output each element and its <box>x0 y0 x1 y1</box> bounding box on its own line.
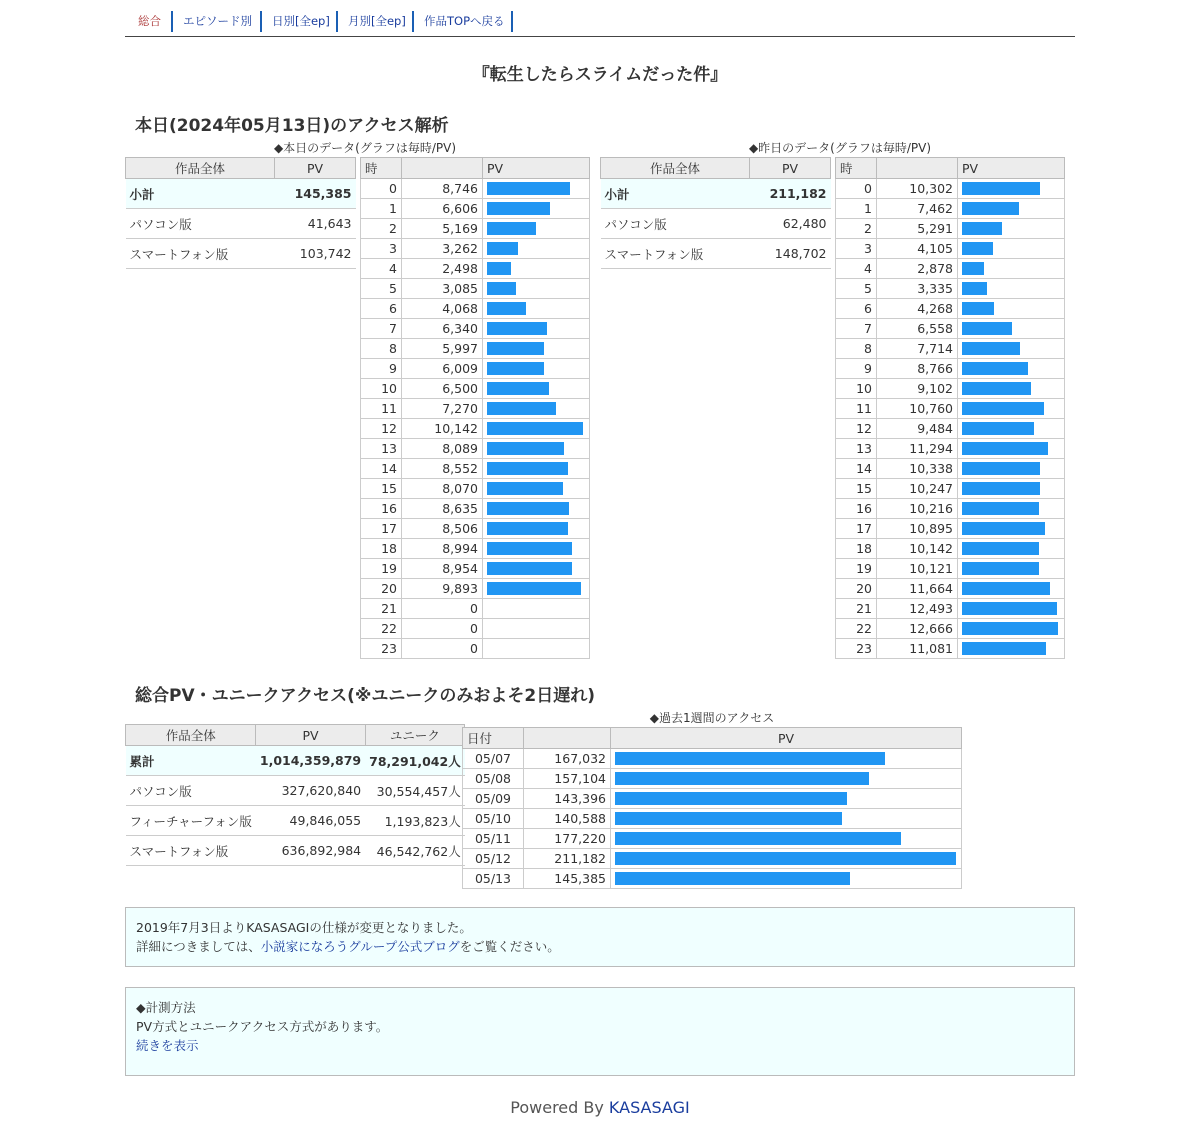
notice-line1: 2019年7月3日よりKASASAGIの仕様が変更となりました。 <box>136 920 472 935</box>
hour-row <box>836 439 1065 459</box>
col-pv: PV <box>611 728 962 749</box>
total-label: フィーチャーフォン版 <box>126 806 256 836</box>
hour-row <box>836 219 1065 239</box>
hour-row <box>836 259 1065 279</box>
hour-pv-bar <box>962 342 1020 355</box>
hour-pv-bar <box>487 502 569 515</box>
col-pv: PV <box>958 158 1065 179</box>
hour-pv: 11,081 <box>877 639 958 659</box>
hour-label: 23 <box>836 639 877 659</box>
hour-row <box>361 379 590 399</box>
hour-label: 13 <box>836 439 877 459</box>
hour-pv: 9,893 <box>402 579 483 599</box>
hour-row <box>361 599 590 619</box>
hour-label: 21 <box>361 599 402 619</box>
nav-episode[interactable]: エピソード別 <box>183 14 252 28</box>
today-summary-table <box>125 157 356 269</box>
col-work: 作品全体 <box>601 158 750 179</box>
col-work: 作品全体 <box>126 725 256 746</box>
hour-row <box>836 319 1065 339</box>
hour-label: 14 <box>361 459 402 479</box>
hour-label: 21 <box>836 599 877 619</box>
hour-pv: 4,068 <box>402 299 483 319</box>
hour-row <box>836 199 1065 219</box>
hour-pv-bar <box>487 202 550 215</box>
total-pv: 327,620,840 <box>256 776 365 806</box>
hour-row <box>836 619 1065 639</box>
hour-row <box>361 639 590 659</box>
hour-pv-bar <box>487 222 536 235</box>
summary-pv: 211,182 <box>750 179 831 209</box>
nav-separator <box>171 11 173 32</box>
hour-pv: 0 <box>402 599 483 619</box>
hour-label: 12 <box>361 419 402 439</box>
total-pv: 1,014,359,879 <box>256 746 365 776</box>
hour-label: 23 <box>361 639 402 659</box>
notice-text: をご覧ください。 <box>459 939 560 954</box>
hour-pv: 3,335 <box>877 279 958 299</box>
hour-row <box>836 639 1065 659</box>
week-pv-bar <box>615 812 842 825</box>
hour-pv-bar <box>487 422 583 435</box>
nav-monthly[interactable]: 月別[全ep] <box>348 14 406 28</box>
week-pv-bar <box>615 792 847 805</box>
hour-label: 18 <box>361 539 402 559</box>
col-pv: PV <box>750 158 831 179</box>
hour-row <box>836 399 1065 419</box>
hour-pv-bar <box>962 462 1040 475</box>
hour-label: 10 <box>361 379 402 399</box>
hour-pv-bar <box>487 482 563 495</box>
total-heading: 総合PV・ユニークアクセス(※ユニークのみおよそ2日遅れ) <box>135 686 595 706</box>
hour-pv: 3,085 <box>402 279 483 299</box>
hour-pv: 2,498 <box>402 259 483 279</box>
week-date: 05/10 <box>463 809 524 829</box>
notice-text: 詳細につきましては、 <box>136 939 261 954</box>
hour-label: 1 <box>361 199 402 219</box>
hour-label: 3 <box>361 239 402 259</box>
hour-label: 19 <box>361 559 402 579</box>
week-pv: 211,182 <box>524 849 611 869</box>
hour-label: 6 <box>361 299 402 319</box>
week-row <box>463 829 962 849</box>
week-row <box>463 869 962 889</box>
total-label: スマートフォン版 <box>126 836 256 866</box>
hour-label: 16 <box>836 499 877 519</box>
hour-pv: 10,338 <box>877 459 958 479</box>
hour-label: 16 <box>361 499 402 519</box>
hour-label: 15 <box>836 479 877 499</box>
hour-row <box>836 579 1065 599</box>
today-heading: 本日(2024年05月13日)のアクセス解析 <box>135 116 449 136</box>
hour-row <box>836 379 1065 399</box>
hour-row <box>361 519 590 539</box>
hour-pv-bar <box>962 522 1045 535</box>
summary-label: スマートフォン版 <box>601 239 750 269</box>
yesterday-hourly-table <box>835 157 1065 659</box>
hour-pv: 9,102 <box>877 379 958 399</box>
hour-pv-bar <box>487 182 570 195</box>
hour-pv-bar <box>962 442 1048 455</box>
hour-pv: 8,635 <box>402 499 483 519</box>
hour-label: 0 <box>361 179 402 199</box>
week-pv: 167,032 <box>524 749 611 769</box>
summary-label: 小計 <box>601 179 750 209</box>
hour-pv-bar <box>487 462 568 475</box>
hour-label: 8 <box>361 339 402 359</box>
col-date: 日付 <box>463 728 524 749</box>
nav-separator <box>336 11 338 32</box>
total-unique: 46,542,762人 <box>365 836 465 866</box>
total-unique: 1,193,823人 <box>365 806 465 836</box>
hour-label: 1 <box>836 199 877 219</box>
hour-row <box>361 239 590 259</box>
summary-pv: 62,480 <box>750 209 831 239</box>
hour-label: 11 <box>836 399 877 419</box>
hour-pv: 6,558 <box>877 319 958 339</box>
week-pv: 145,385 <box>524 869 611 889</box>
hour-pv: 8,552 <box>402 459 483 479</box>
hour-pv-bar <box>962 582 1050 595</box>
hour-pv: 10,216 <box>877 499 958 519</box>
hour-pv: 7,462 <box>877 199 958 219</box>
hour-pv: 6,606 <box>402 199 483 219</box>
hour-pv-bar <box>962 602 1057 615</box>
hour-pv: 8,994 <box>402 539 483 559</box>
hour-pv-bar <box>962 322 1012 335</box>
hour-label: 20 <box>361 579 402 599</box>
hour-pv: 10,142 <box>402 419 483 439</box>
hour-pv: 12,666 <box>877 619 958 639</box>
hour-pv-bar <box>962 182 1040 195</box>
hour-pv-bar <box>962 282 987 295</box>
hour-pv: 8,089 <box>402 439 483 459</box>
total-unique: 78,291,042人 <box>365 746 465 776</box>
hour-pv: 10,121 <box>877 559 958 579</box>
notice-line2 <box>136 937 560 956</box>
hour-pv: 8,766 <box>877 359 958 379</box>
hour-row <box>361 199 590 219</box>
summary-pv: 103,742 <box>275 239 356 269</box>
hour-pv-bar <box>487 282 516 295</box>
hour-pv: 10,760 <box>877 399 958 419</box>
hour-row <box>836 239 1065 259</box>
hour-row <box>836 539 1065 559</box>
hour-pv: 4,268 <box>877 299 958 319</box>
col-hour: 時 <box>836 158 877 179</box>
hour-pv: 10,247 <box>877 479 958 499</box>
hour-row <box>836 479 1065 499</box>
week-pv: 177,220 <box>524 829 611 849</box>
nav-daily[interactable]: 日別[全ep] <box>272 14 330 28</box>
hour-pv-bar <box>487 342 544 355</box>
hour-label: 8 <box>836 339 877 359</box>
week-date: 05/12 <box>463 849 524 869</box>
yesterday-caption: ◆昨日のデータ(グラフは毎時/PV) <box>748 141 932 155</box>
hour-pv-bar <box>962 402 1044 415</box>
week-table <box>462 727 962 889</box>
hour-row <box>836 179 1065 199</box>
week-pv: 143,396 <box>524 789 611 809</box>
today-hourly-table <box>360 157 590 659</box>
hour-pv: 8,070 <box>402 479 483 499</box>
summary-pv: 145,385 <box>275 179 356 209</box>
col-hour: 時 <box>361 158 402 179</box>
hour-row <box>836 559 1065 579</box>
week-date: 05/08 <box>463 769 524 789</box>
notice-box <box>125 907 1075 967</box>
hour-label: 9 <box>836 359 877 379</box>
summary-pv: 41,643 <box>275 209 356 239</box>
hour-pv-bar <box>962 242 993 255</box>
hour-pv-bar <box>962 622 1058 635</box>
hour-row <box>361 619 590 639</box>
hour-label: 4 <box>361 259 402 279</box>
hour-label: 5 <box>361 279 402 299</box>
hour-label: 19 <box>836 559 877 579</box>
official-blog-link[interactable]: 小説家になろうグループ公式ブログ <box>260 939 460 954</box>
total-label: 累計 <box>126 746 256 776</box>
hour-label: 17 <box>836 519 877 539</box>
hour-pv-bar <box>962 542 1039 555</box>
hour-pv-bar <box>962 382 1031 395</box>
hour-label: 6 <box>836 299 877 319</box>
hour-label: 11 <box>361 399 402 419</box>
hour-row <box>836 419 1065 439</box>
footer-text: Powered By <box>510 1098 609 1117</box>
hour-label: 10 <box>836 379 877 399</box>
hour-pv: 8,954 <box>402 559 483 579</box>
method-title: ◆計測方法 <box>136 1000 196 1015</box>
hour-pv: 5,169 <box>402 219 483 239</box>
hour-label: 14 <box>836 459 877 479</box>
col-unique: ユニーク <box>365 725 465 746</box>
hour-pv: 3,262 <box>402 239 483 259</box>
col-pv: PV <box>483 158 590 179</box>
hour-pv-bar <box>962 562 1039 575</box>
method-box <box>125 987 1075 1076</box>
hour-pv-bar <box>962 422 1034 435</box>
hour-row <box>361 259 590 279</box>
hour-row <box>836 299 1065 319</box>
hour-pv-bar <box>487 242 518 255</box>
hour-pv: 6,500 <box>402 379 483 399</box>
hour-pv: 2,878 <box>877 259 958 279</box>
col-work: 作品全体 <box>126 158 275 179</box>
hour-label: 3 <box>836 239 877 259</box>
hour-pv: 7,270 <box>402 399 483 419</box>
hour-pv-bar <box>962 302 994 315</box>
hour-row <box>361 419 590 439</box>
today-caption: ◆本日のデータ(グラフは毎時/PV) <box>273 141 457 155</box>
hour-row <box>836 279 1065 299</box>
hour-row <box>361 539 590 559</box>
hour-label: 2 <box>836 219 877 239</box>
summary-pv: 148,702 <box>750 239 831 269</box>
col-pv: PV <box>275 158 356 179</box>
hour-pv-bar <box>487 362 544 375</box>
hour-pv: 7,714 <box>877 339 958 359</box>
hour-pv: 10,302 <box>877 179 958 199</box>
hour-label: 22 <box>361 619 402 639</box>
week-row <box>463 769 962 789</box>
top-nav <box>125 11 1075 37</box>
week-pv: 157,104 <box>524 769 611 789</box>
summary-label: パソコン版 <box>601 209 750 239</box>
col-pv <box>524 728 611 749</box>
hour-label: 12 <box>836 419 877 439</box>
nav-separator <box>260 11 262 32</box>
total-table <box>125 724 465 866</box>
col-pv <box>402 158 483 179</box>
nav-work-top[interactable]: 作品TOPへ戻る <box>424 14 505 28</box>
hour-row <box>836 459 1065 479</box>
hour-pv: 6,009 <box>402 359 483 379</box>
hour-label: 0 <box>836 179 877 199</box>
hour-pv: 11,664 <box>877 579 958 599</box>
summary-label: パソコン版 <box>126 209 275 239</box>
summary-label: スマートフォン版 <box>126 239 275 269</box>
hour-pv-bar <box>487 262 511 275</box>
hour-pv-bar <box>962 362 1028 375</box>
nav-separator <box>412 11 414 32</box>
hour-row <box>361 499 590 519</box>
method-text: PV方式とユニークアクセス方式があります。 <box>136 1019 389 1034</box>
hour-label: 13 <box>361 439 402 459</box>
hour-row <box>361 359 590 379</box>
hour-pv-bar <box>962 202 1019 215</box>
hour-label: 9 <box>361 359 402 379</box>
hour-label: 18 <box>836 539 877 559</box>
hour-pv-bar <box>487 402 556 415</box>
total-pv: 636,892,984 <box>256 836 365 866</box>
hour-pv: 0 <box>402 619 483 639</box>
hour-row <box>361 459 590 479</box>
week-date: 05/13 <box>463 869 524 889</box>
hour-label: 5 <box>836 279 877 299</box>
hour-pv: 10,895 <box>877 519 958 539</box>
hour-pv-bar <box>487 562 572 575</box>
hour-pv: 8,746 <box>402 179 483 199</box>
total-label: パソコン版 <box>126 776 256 806</box>
nav-overall[interactable]: 総合 <box>138 14 161 28</box>
hour-pv: 12,493 <box>877 599 958 619</box>
hour-pv-bar <box>962 642 1046 655</box>
hour-label: 7 <box>361 319 402 339</box>
hour-row <box>361 279 590 299</box>
week-row <box>463 809 962 829</box>
hour-row <box>361 479 590 499</box>
hour-label: 22 <box>836 619 877 639</box>
hour-pv-bar <box>487 442 564 455</box>
yesterday-summary-table <box>600 157 831 269</box>
week-pv-bar <box>615 852 956 865</box>
week-date: 05/09 <box>463 789 524 809</box>
total-unique: 30,554,457人 <box>365 776 465 806</box>
week-caption: ◆過去1週間のアクセス <box>649 711 775 725</box>
hour-row <box>361 579 590 599</box>
hour-pv-bar <box>962 482 1040 495</box>
hour-pv-bar <box>962 262 984 275</box>
hour-row <box>361 439 590 459</box>
hour-pv-bar <box>487 302 526 315</box>
week-date: 05/07 <box>463 749 524 769</box>
hour-pv: 5,291 <box>877 219 958 239</box>
hour-pv-bar <box>962 222 1002 235</box>
week-pv-bar <box>615 752 885 765</box>
page-title: 『転生したらスライムだった件』 <box>472 65 728 85</box>
nav-separator <box>511 11 513 32</box>
hour-pv: 5,997 <box>402 339 483 359</box>
hour-pv: 11,294 <box>877 439 958 459</box>
col-pv: PV <box>256 725 365 746</box>
hour-pv-bar <box>487 322 547 335</box>
hour-label: 2 <box>361 219 402 239</box>
hour-pv: 10,142 <box>877 539 958 559</box>
hour-row <box>836 519 1065 539</box>
week-pv-bar <box>615 872 850 885</box>
hour-label: 7 <box>836 319 877 339</box>
week-pv: 140,588 <box>524 809 611 829</box>
hour-pv-bar <box>487 542 572 555</box>
total-pv: 49,846,055 <box>256 806 365 836</box>
hour-pv: 0 <box>402 639 483 659</box>
week-row <box>463 789 962 809</box>
hour-row <box>361 219 590 239</box>
week-row <box>463 849 962 869</box>
summary-label: 小計 <box>126 179 275 209</box>
hour-row <box>836 339 1065 359</box>
hour-row <box>361 179 590 199</box>
hour-row <box>361 399 590 419</box>
hour-label: 17 <box>361 519 402 539</box>
hour-pv-bar <box>487 522 568 535</box>
hour-label: 15 <box>361 479 402 499</box>
hour-pv: 6,340 <box>402 319 483 339</box>
hour-pv-bar <box>487 582 581 595</box>
hour-pv-bar <box>487 382 549 395</box>
hour-row <box>361 339 590 359</box>
hour-pv: 8,506 <box>402 519 483 539</box>
hour-row <box>836 359 1065 379</box>
hour-row <box>836 599 1065 619</box>
footer <box>0 1098 1200 1117</box>
hour-label: 20 <box>836 579 877 599</box>
hour-row <box>361 559 590 579</box>
kasasagi-link[interactable]: KASASAGI <box>608 1098 690 1117</box>
week-pv-bar <box>615 832 901 845</box>
week-date: 05/11 <box>463 829 524 849</box>
hour-row <box>361 319 590 339</box>
col-pv <box>877 158 958 179</box>
hour-pv-bar <box>962 502 1039 515</box>
show-more-link[interactable]: 続きを表示 <box>136 1038 199 1053</box>
week-row <box>463 749 962 769</box>
hour-row <box>361 299 590 319</box>
hour-row <box>836 499 1065 519</box>
hour-label: 4 <box>836 259 877 279</box>
hour-pv: 4,105 <box>877 239 958 259</box>
week-pv-bar <box>615 772 869 785</box>
hour-pv: 9,484 <box>877 419 958 439</box>
